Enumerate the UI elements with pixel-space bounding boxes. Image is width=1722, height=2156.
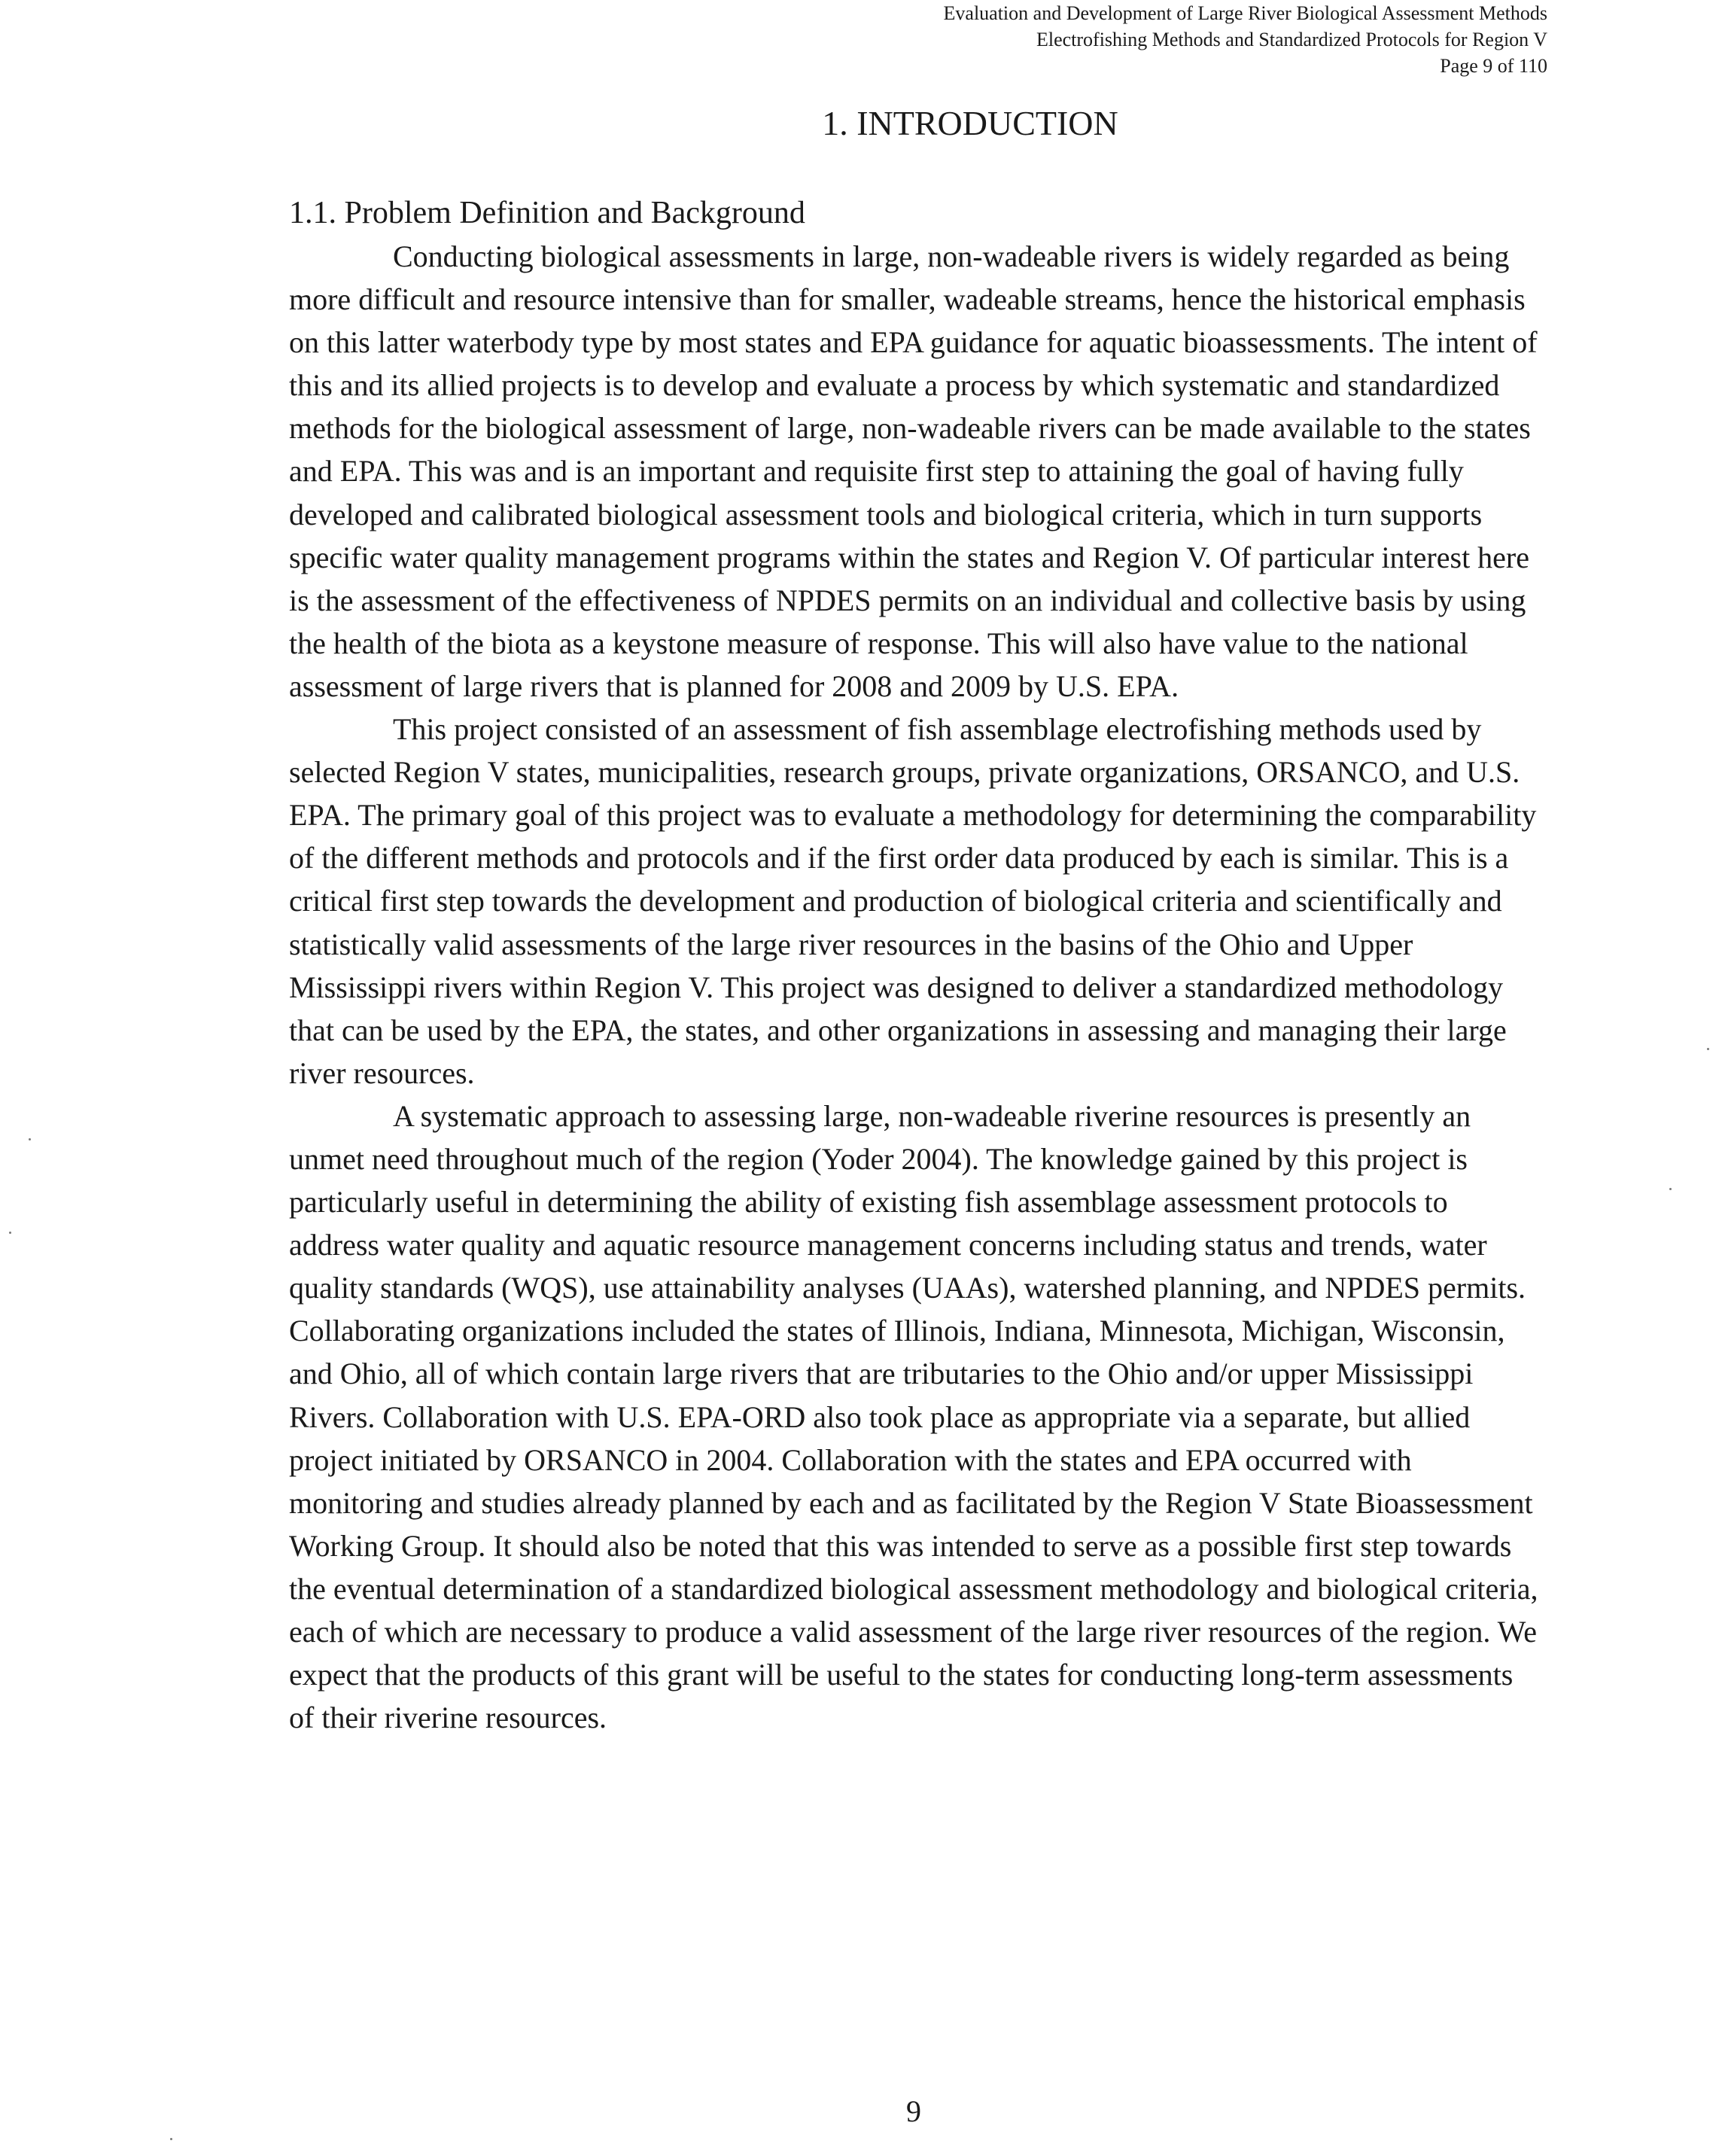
paragraph: This project consisted of an assessment of fish assemblage electrofishing methods used by selected Region V states, municipalities, research groups, private organizations, ORSANCO, and U.S. EPA. The primary goal of this project was to evaluate a methodology for determining the comparability of the different methods and protocols and if the first order data produced by each is similar. This is a critical first step towards the development and production of biological criteria and scientifically and statistically valid assessments of the large river resources in the basins of the Ohio and Upper Mississippi rivers within Region V. This project was designed to deliver a standardized methodology that can be used by the EPA, the states, and other organizations in assessing and managing their large river resources. [289,712,1537,1090]
header-report-title: Evaluation and Development of Large River Biological Assessment Methods [943,2,1547,24]
running-header [494,0,1547,79]
paragraph: A systematic approach to assessing large, non-wadeable riverine resources is presently an unmet need throughout much of the region (Yoder 2004). The knowledge gained by this project is particularly useful in determining the ability of existing fish assemblage assessment protocols to address water quality and aquatic resource management concerns including status and trends, water quality standards (WQS), use attainability analyses (UAAs), watershed planning, and NPDES permits. Collaborating organizations included the states of Illinois, Indiana, Minnesota, Michigan, Wisconsin, and Ohio, all of which contain large rivers that are tributaries to the Ohio and/or upper Mississippi Rivers. Collaboration with U.S. EPA-ORD also took place as appropriate via a separate, but allied project initiated by ORSANCO in 2004. Collaboration with the states and EPA occurred with monitoring and studies already planned by each and as facilitated by the Region V State Bioassessment Working Group. It should also be noted that this was intended to serve as a possible first step towards the eventual determination of a standardized biological assessment methodology and biological criteria, each of which are necessary to produce a valid assessment of the large river resources of the region. We expect that the products of this grant will be useful to the states for conducting long-term assessments of their riverine resources. [289,1098,1538,1735]
section-title-text: 1. INTRODUCTION [822,104,1118,142]
scan-speck [1707,1048,1709,1050]
subsection-heading: 1.1. Problem Definition and Background [289,196,805,230]
scan-speck [170,2138,172,2140]
section-title [0,101,1722,146]
page-number [0,2093,1722,2130]
scan-speck [1669,1188,1672,1190]
header-page-indicator: Page 9 of 110 [1440,55,1547,77]
header-report-subtitle: Electrofishing Methods and Standardized Protocols for Region V [1036,29,1547,50]
scan-speck [29,1138,31,1140]
page-number-text: 9 [906,2094,921,2128]
scan-speck [9,1232,11,1234]
paragraph: Conducting biological assessments in large, non-wadeable rivers is widely regarded as being more difficult and resource intensive than for smaller, wadeable streams, hence the historical emphasis on this latter waterbody type by most states and EPA guidance for aquatic bioassessments. The intent of this and its allied projects is to develop and evaluate a process by which systematic and standardized methods for the biological assessment of large, non-wadeable rivers can be made available to the states and EPA. This was and is an important and requisite first step to attaining the goal of having fully developed and calibrated biological assessment tools and biological criteria, which in turn supports specific water quality management programs within the states and Region V. Of particular interest here is the assessment of the effectiveness of NPDES permits on an individual and collective basis by using the health of the biota as a keystone measure of response. This will also have value to the national assessment of large rivers that is planned for 2008 and 2009 by U.S. EPA. [289,239,1538,703]
body-text [289,235,1544,1739]
